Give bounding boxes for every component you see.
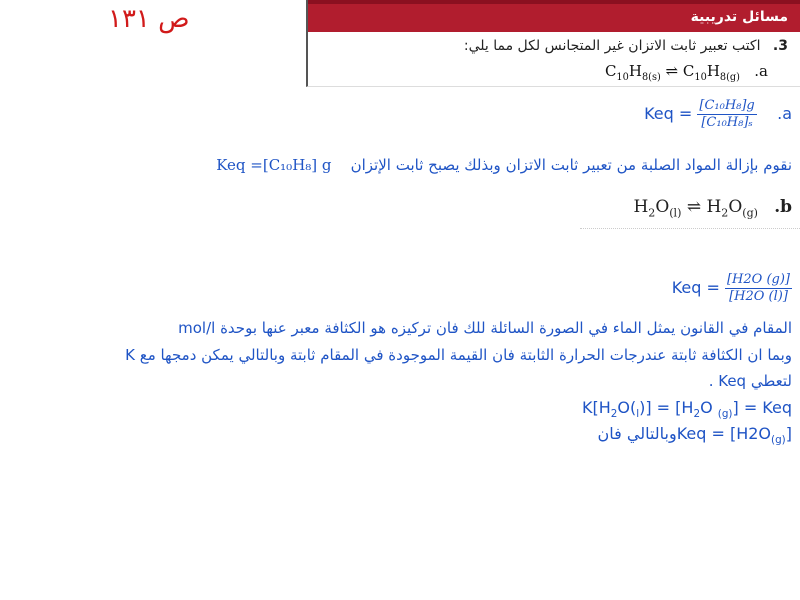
answer-a-explanation-line xyxy=(216,156,792,174)
textbook-question xyxy=(464,38,788,54)
answer-b-line3: لتعطي Keq . xyxy=(708,372,792,390)
keq-b-numerator: [H2O (g)] xyxy=(726,272,790,287)
answer-a-result: Keq =[C₁₀H₈] g xyxy=(216,156,332,174)
answer-b-keq-line xyxy=(672,272,792,305)
divider xyxy=(580,228,800,232)
question-b-equation: $H_2O_{(l)}$ ⇌ $H_2O_{(g)}$ .b xyxy=(633,197,792,220)
textbook-equation-a: $C_{10}H_{8(s)}$ ⇌ $C_{10}H_{8(g)}$ .a xyxy=(604,62,768,83)
answer-b-line1: المقام في القانون يمثل الماء في الصورة السائلة للك فان تركيزه هو الكثافة معبر عنها بوحدة mol/l xyxy=(178,319,792,337)
keq-a-denominator: [C₁₀H₈]ₛ xyxy=(701,115,753,130)
answer-b-line5: وبالتالي فان Keq = $[H2O_{(g)}]$ xyxy=(592,424,792,447)
keq-b-fraction xyxy=(725,272,792,305)
answer-a-label: .a xyxy=(777,104,792,123)
page-number: ص ١٣١ xyxy=(108,4,190,34)
textbook-header-label: مسائل تدريبية xyxy=(690,9,788,25)
keq-a-fraction xyxy=(697,98,756,131)
keq-b-denominator: [H2O (l)] xyxy=(729,289,788,304)
textbook-excerpt xyxy=(306,0,800,87)
question-number: 3. xyxy=(772,38,788,54)
keq-a-numerator: [C₁₀H₈]g xyxy=(699,98,755,113)
answer-a-keq-line xyxy=(644,98,792,131)
keq-a-prefix: Keq = xyxy=(644,104,693,123)
question-text: اكتب تعبير ثابت الاتزان غير المتجانس لكل مما يلي: xyxy=(463,38,761,54)
textbook-header xyxy=(308,0,800,32)
answer-b-line2: وبما ان الكثافة ثابتة عندرجات الحرارة الثابتة فان القيمة الموجودة في المقام ثابتة وبالتالي يمكن دمجها مع K xyxy=(125,346,792,364)
answer-a-explanation: نقوم بإزالة المواد الصلبة من تعبير ثابت الاتزان وبذلك يصبح ثابت الإتزان xyxy=(350,156,792,174)
keq-b-prefix: Keq = xyxy=(671,278,720,297)
answer-b-line4: $K[H_2O(_l)] = [H_2O$ $_{(g)}$] = Keq xyxy=(581,398,792,421)
